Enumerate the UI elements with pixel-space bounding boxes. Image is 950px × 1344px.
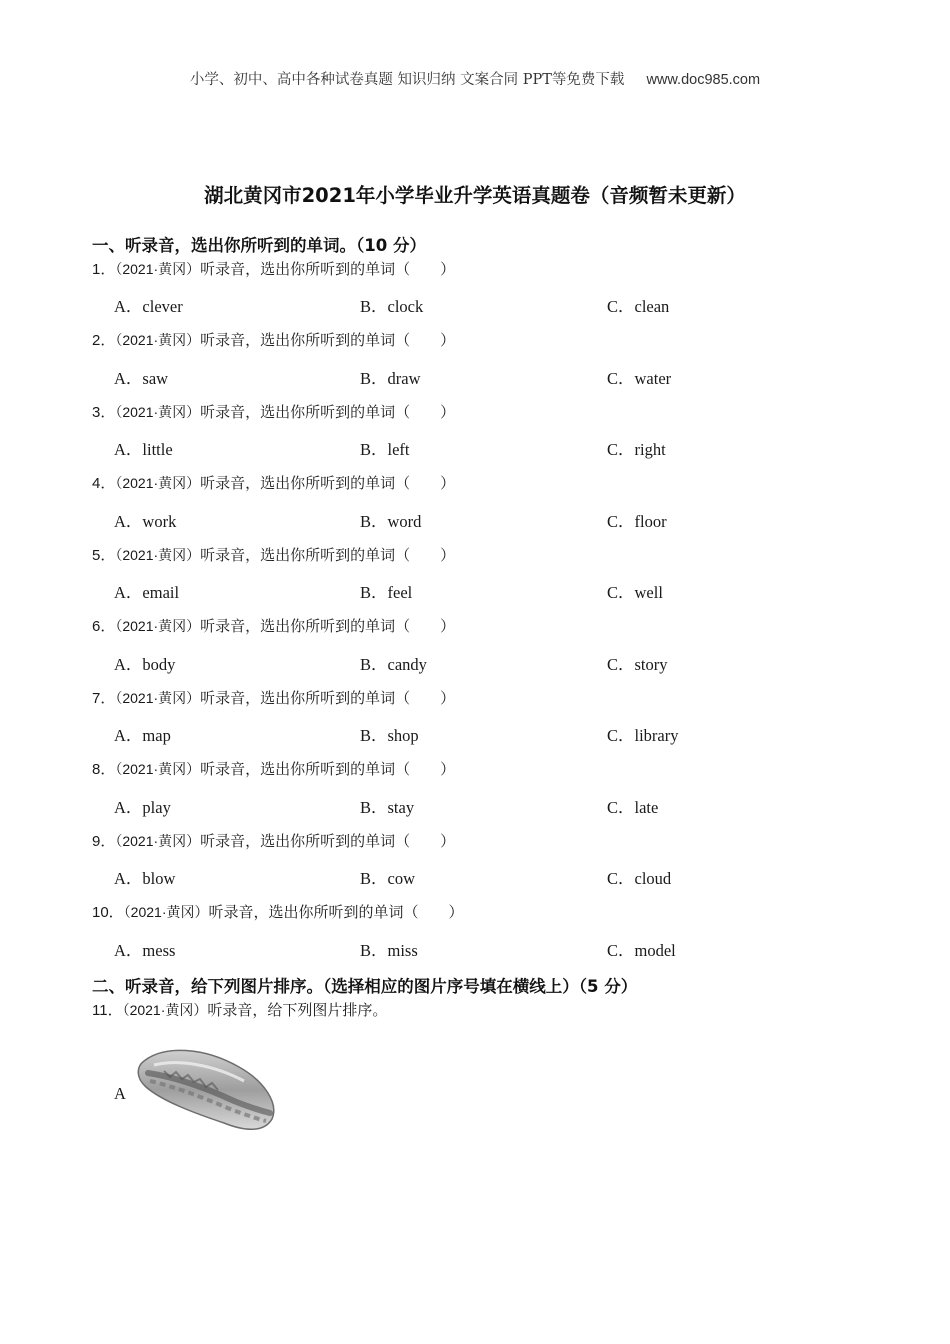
question-7-option-b[interactable]: B．shop bbox=[360, 726, 419, 745]
question-1-option-a[interactable]: A．clever bbox=[114, 297, 183, 316]
question-5-option-a[interactable]: A．email bbox=[114, 583, 180, 602]
question-7: 7．（2021·黄冈）听录音，选出你所听到的单词（ ） bbox=[92, 689, 456, 707]
sandwich-picture-icon bbox=[134, 1043, 279, 1133]
question-3-option-a[interactable]: A．little bbox=[114, 440, 173, 459]
question-8-option-c[interactable]: C．late bbox=[607, 798, 659, 817]
picture-a-label: A bbox=[114, 1084, 126, 1103]
question-2-option-a[interactable]: A．saw bbox=[114, 369, 169, 388]
page-header bbox=[0, 68, 950, 89]
question-4: 4．（2021·黄冈）听录音，选出你所听到的单词（ ） bbox=[92, 474, 456, 492]
question-6: 6．（2021·黄冈）听录音，选出你所听到的单词（ ） bbox=[92, 617, 456, 635]
question-7-option-a[interactable]: A．map bbox=[114, 726, 171, 745]
question-8-option-b[interactable]: B．stay bbox=[360, 798, 415, 817]
question-4-option-a[interactable]: A．work bbox=[114, 512, 177, 531]
question-9-option-b[interactable]: B．cow bbox=[360, 869, 415, 888]
question-3: 3．（2021·黄冈）听录音，选出你所听到的单词（ ） bbox=[92, 403, 456, 421]
question-3-option-c[interactable]: C．right bbox=[607, 440, 666, 459]
question-1: 1．（2021·黄冈）听录音，选出你所听到的单词（ ） bbox=[92, 260, 456, 278]
question-5: 5．（2021·黄冈）听录音，选出你所听到的单词（ ） bbox=[92, 546, 456, 564]
question-7-option-c[interactable]: C．library bbox=[607, 726, 679, 745]
question-8: 8．（2021·黄冈）听录音，选出你所听到的单词（ ） bbox=[92, 760, 456, 778]
question-10-option-a[interactable]: A．mess bbox=[114, 941, 176, 960]
question-2-option-c[interactable]: C．water bbox=[607, 369, 672, 388]
question-9: 9．（2021·黄冈）听录音，选出你所听到的单词（ ） bbox=[92, 832, 456, 850]
question-2-option-b[interactable]: B．draw bbox=[360, 369, 421, 388]
question-9-option-a[interactable]: A．blow bbox=[114, 869, 176, 888]
question-4-option-c[interactable]: C．floor bbox=[607, 512, 667, 531]
question-1-option-c[interactable]: C．clean bbox=[607, 297, 670, 316]
question-10-option-c[interactable]: C．model bbox=[607, 941, 676, 960]
header-site-link[interactable]: www.doc985.com bbox=[646, 72, 761, 88]
question-8-option-a[interactable]: A．play bbox=[114, 798, 171, 817]
section-2-heading: 二、听录音，给下列图片排序。（选择相应的图片序号填在横线上）（5 分） bbox=[92, 977, 638, 996]
section-1-heading: 一、听录音，选出你所听到的单词。（10 分） bbox=[92, 236, 426, 255]
question-10: 10．（2021·黄冈）听录音，选出你所听到的单词（ ） bbox=[92, 903, 464, 921]
exam-title: 湖北黄冈市2021年小学毕业升学英语真题卷（音频暂未更新） bbox=[204, 184, 746, 207]
question-5-option-c[interactable]: C．well bbox=[607, 583, 663, 602]
question-2: 2．（2021·黄冈）听录音，选出你所听到的单词（ ） bbox=[92, 331, 456, 349]
question-11: 11．（2021·黄冈）听录音，给下列图片排序。 bbox=[92, 1001, 388, 1019]
question-9-option-c[interactable]: C．cloud bbox=[607, 869, 672, 888]
question-6-option-c[interactable]: C．story bbox=[607, 655, 668, 674]
question-5-option-b[interactable]: B．feel bbox=[360, 583, 413, 602]
question-10-option-b[interactable]: B．miss bbox=[360, 941, 418, 960]
question-4-option-b[interactable]: B．word bbox=[360, 512, 422, 531]
header-text: 小学、初中、高中各种试卷真题 知识归纳 文案合同 PPT等免费下载 bbox=[189, 72, 625, 88]
question-6-option-a[interactable]: A．body bbox=[114, 655, 176, 674]
question-6-option-b[interactable]: B．candy bbox=[360, 655, 427, 674]
question-3-option-b[interactable]: B．left bbox=[360, 440, 410, 459]
question-1-option-b[interactable]: B．clock bbox=[360, 297, 424, 316]
